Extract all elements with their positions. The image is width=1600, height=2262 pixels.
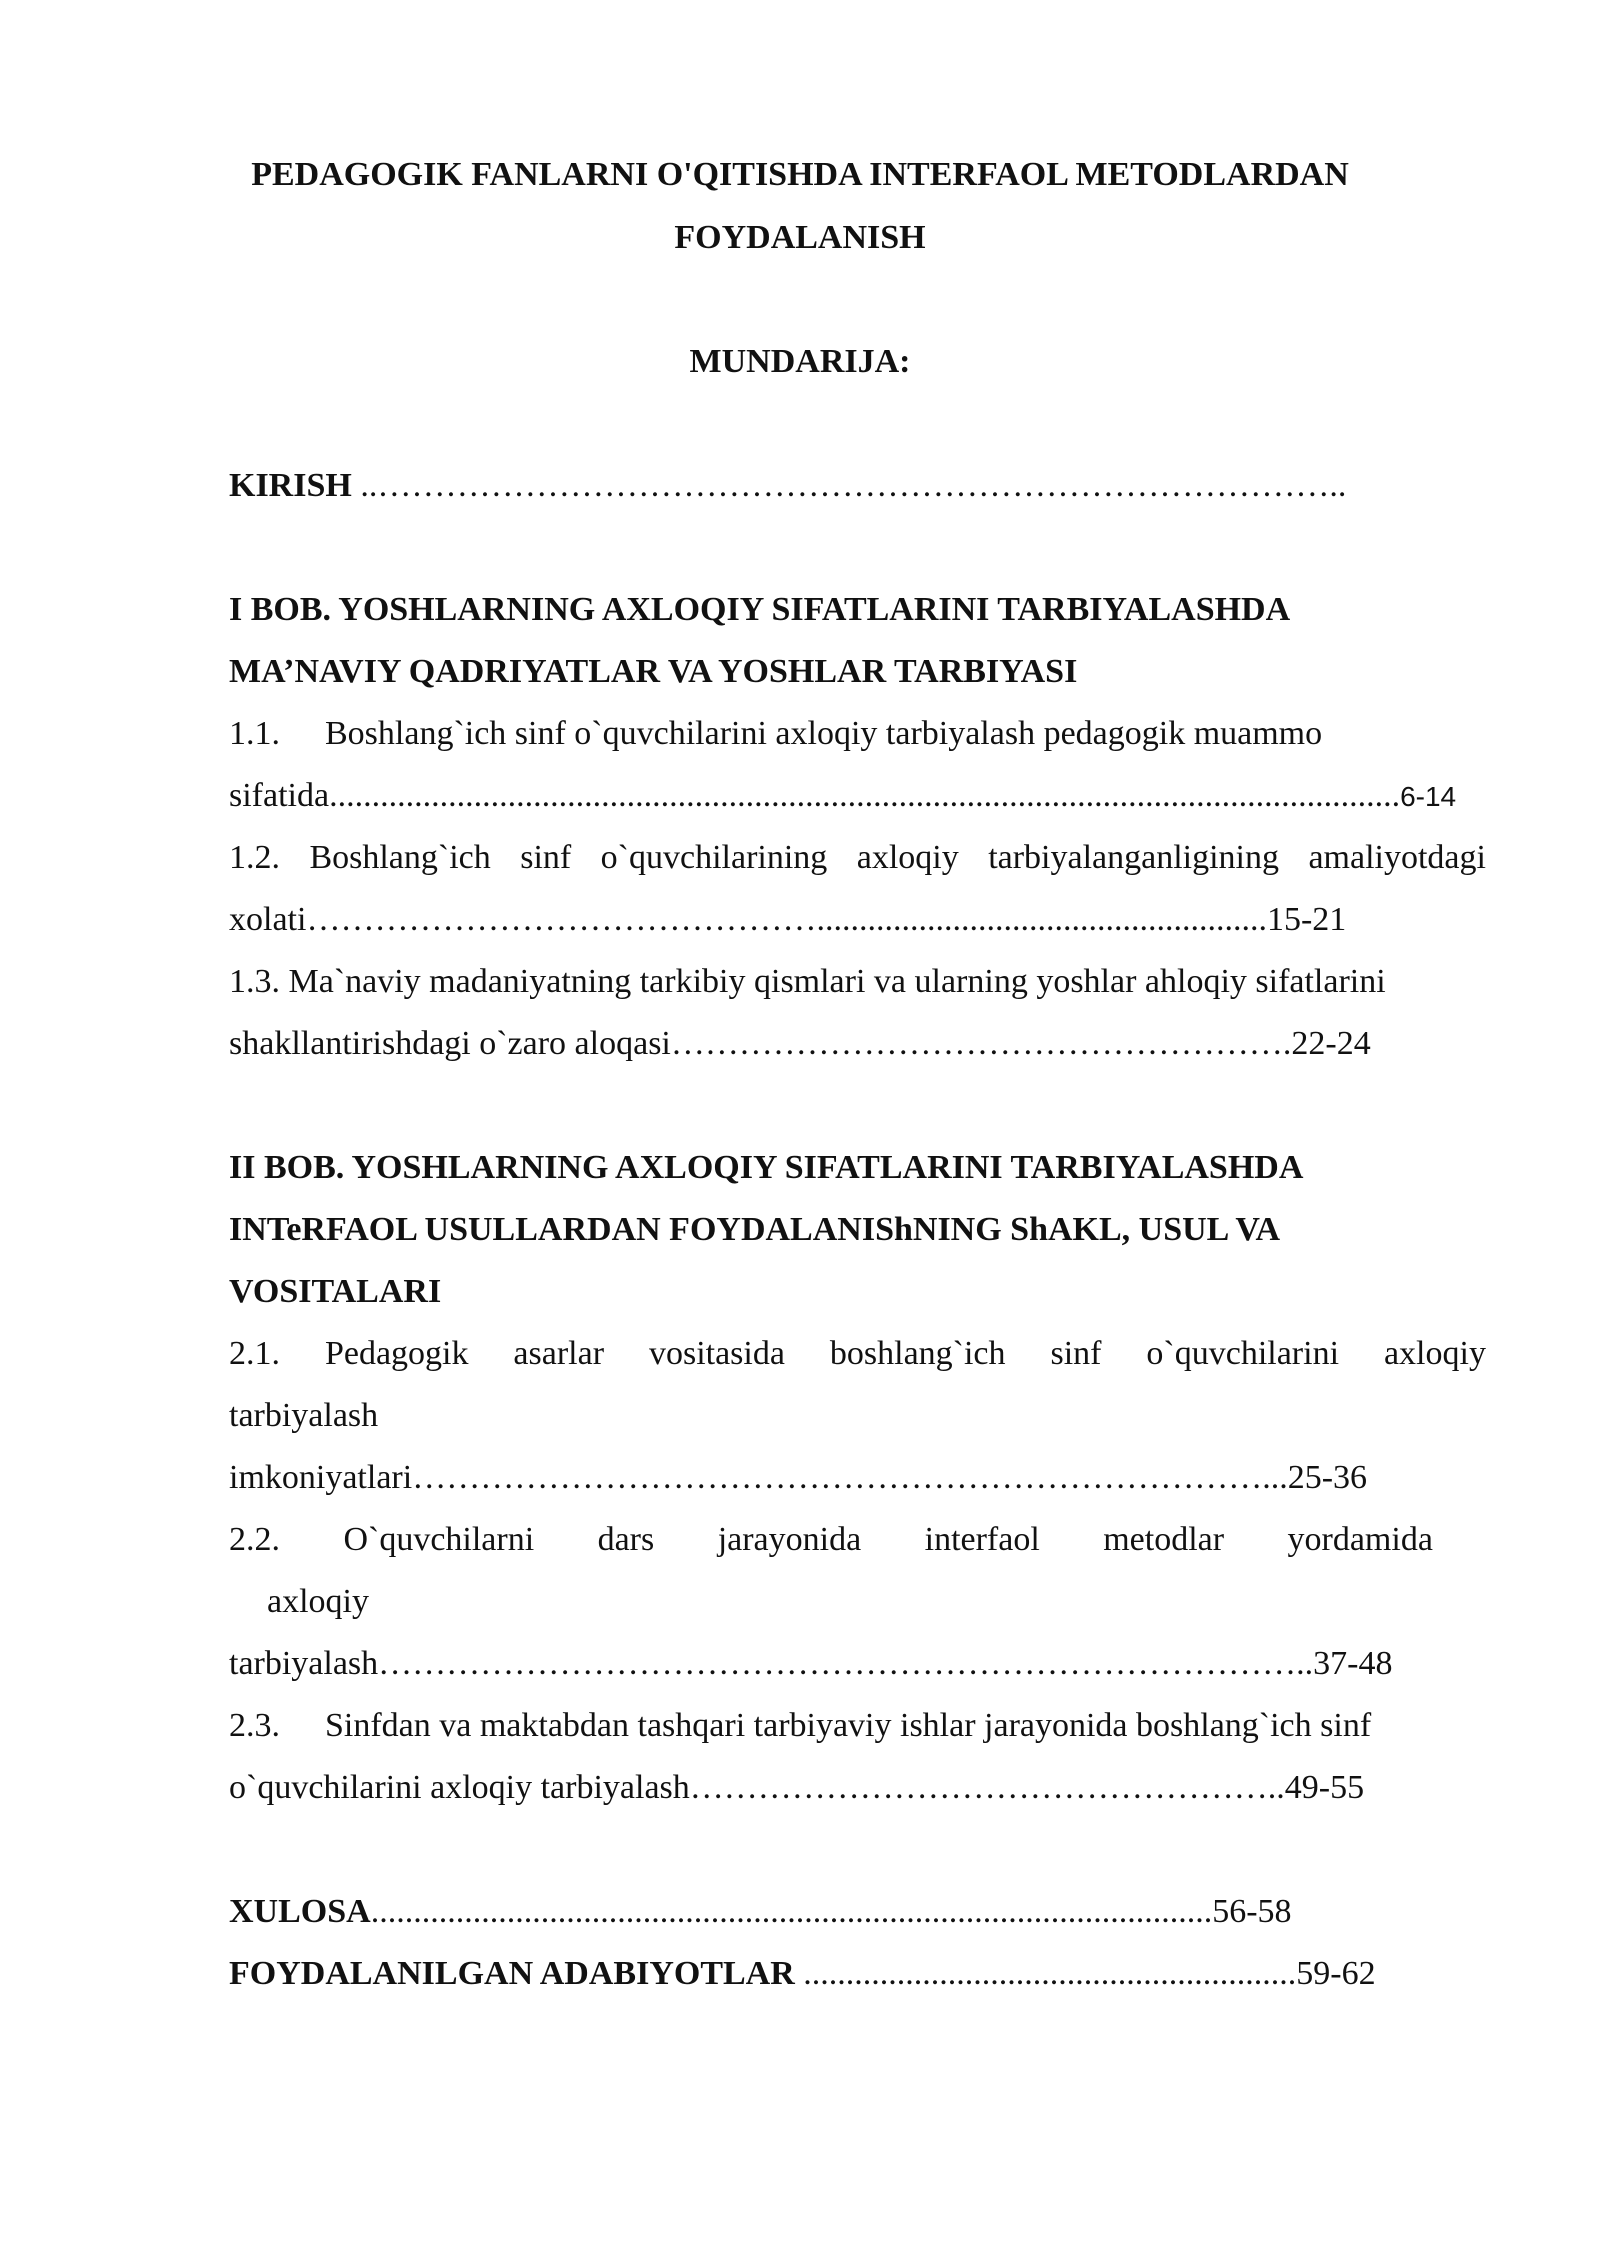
- dot-leader: ..............................................................................................................................: [329, 777, 1401, 814]
- intro-label: KIRISH: [229, 467, 352, 504]
- section-word: sinf: [1050, 1335, 1102, 1372]
- section-word: metodlar: [1103, 1521, 1225, 1558]
- section-text: o`quvchilarini axloqiy tarbiyalash: [229, 1769, 690, 1806]
- section-1-2-line-2: [229, 900, 1346, 940]
- chapter-2-title-line-3: VOSITALARI: [229, 1273, 442, 1310]
- section-2-2-line-2: axloqiy: [267, 1583, 369, 1620]
- page-range: 6-14: [1400, 781, 1457, 812]
- section-word: interfaol: [924, 1521, 1040, 1558]
- dot-leader: ……………………………………….....................................................: [306, 901, 1267, 938]
- section-1-3-line-2: [229, 1024, 1371, 1064]
- document-title-line-2: FOYDALANISH: [674, 219, 926, 256]
- section-word: Boshlang`ich: [309, 839, 491, 876]
- section-word: tarbiyalanganligining: [988, 839, 1279, 876]
- page-range: 25-36: [1287, 1459, 1368, 1496]
- dot-leader: ……………………………………………….: [670, 1025, 1292, 1062]
- dot-leader: …………………………………………………………………...: [412, 1459, 1288, 1496]
- section-text: Boshlang`ich sinf o`quvchilarini axloqiy tarbiyalash pedagogik muammo: [325, 715, 1323, 752]
- section-text: Ma`naviy madaniyatning tarkibiy qismlari va ularning yoshlar ahloqiy sifatlarini: [288, 963, 1386, 1000]
- page-range: 49-55: [1284, 1769, 1365, 1806]
- dot-leader: ..........................................................: [794, 1955, 1297, 1992]
- page-range: 59-62: [1296, 1955, 1376, 1992]
- section-text: sifatida: [229, 777, 330, 814]
- section-text: Sinfdan va maktabdan tashqari tarbiyaviy ishlar jarayonida boshlang`ich sinf: [325, 1707, 1372, 1744]
- section-2-3-line-1: [229, 1706, 1371, 1746]
- references-label: FOYDALANILGAN ADABIYOTLAR: [229, 1955, 795, 1992]
- section-text: shakllantirishdagi o`zaro aloqasi: [229, 1025, 671, 1062]
- section-word: amaliyotdagi: [1308, 839, 1486, 876]
- section-1-1-line-2: [229, 776, 1456, 817]
- section-2-1-line-1: [229, 1334, 1486, 1374]
- section-word: o`quvchilarining: [600, 839, 828, 876]
- section-word: sinf: [520, 839, 572, 876]
- chapter-1-title-line-2: MA’NAVIY QADRIYATLAR VA YOSHLAR TARBIYASI: [229, 653, 1078, 690]
- section-word: boshlang`ich: [829, 1335, 1006, 1372]
- toc-entry-conclusion: [229, 1892, 1292, 1932]
- page-range: 22-24: [1291, 1025, 1371, 1062]
- dot-leader: ……………………………………………..: [689, 1769, 1285, 1806]
- chapter-2-title-line-2: INTeRFAOL USULLARDAN FOYDALANIShNING ShAKL, USUL VA: [229, 1211, 1281, 1248]
- page-range: 37-48: [1313, 1645, 1393, 1682]
- section-2-2-line-3: [229, 1644, 1393, 1684]
- section-2-1-line-2: tarbiyalash: [229, 1397, 379, 1434]
- section-word: Pedagogik: [324, 1335, 469, 1372]
- page-range: 56-58: [1212, 1893, 1292, 1930]
- section-text: tarbiyalash: [229, 1645, 379, 1682]
- chapter-1-title-line-1: I BOB. YOSHLARNING AXLOQIY SIFATLARINI TARBIYALASHDA: [229, 591, 1291, 628]
- section-2-3-line-2: [229, 1768, 1364, 1808]
- section-word: asarlar: [513, 1335, 605, 1372]
- section-text: xolati: [229, 901, 307, 938]
- section-number: 1.2.: [229, 839, 280, 876]
- section-1-3-line-1: [229, 962, 1386, 1002]
- section-number: 2.3.: [229, 1707, 280, 1744]
- section-text: imkoniyatlari: [229, 1459, 413, 1496]
- section-number: 1.3.: [229, 963, 280, 1000]
- section-1-2-line-1: [229, 838, 1486, 878]
- section-word: yordamida: [1287, 1521, 1433, 1558]
- section-word: dars: [597, 1521, 655, 1558]
- toc-entry-intro: [229, 466, 1346, 506]
- section-number: 1.1.: [229, 715, 280, 752]
- dot-leader: ...................................................................................................: [370, 1893, 1213, 1930]
- section-word: O`quvchilarni: [343, 1521, 535, 1558]
- section-number: 2.1.: [229, 1335, 280, 1372]
- section-1-1-line-1: [229, 714, 1322, 754]
- section-word: axloqiy: [856, 839, 959, 876]
- section-2-1-line-3: [229, 1458, 1367, 1498]
- chapter-2-title-line-1: II BOB. YOSHLARNING AXLOQIY SIFATLARINI TARBIYALASHDA: [229, 1149, 1304, 1186]
- section-word: vositasida: [648, 1335, 785, 1372]
- toc-entry-references: [229, 1954, 1376, 1994]
- contents-heading: MUNDARIJA:: [689, 343, 911, 380]
- section-2-2-line-1: [229, 1520, 1433, 1560]
- section-word: jarayonida: [717, 1521, 862, 1558]
- page-range: 15-21: [1266, 901, 1347, 938]
- section-word: axloqiy: [1383, 1335, 1486, 1372]
- section-word: o`quvchilarini: [1146, 1335, 1340, 1372]
- intro-leader: ..…………………………………………………………………………..: [351, 467, 1347, 504]
- dot-leader: ………………………………………………………………………..: [378, 1645, 1314, 1682]
- conclusion-label: XULOSA: [229, 1893, 371, 1930]
- document-title-line-1: PEDAGOGIK FANLARNI O'QITISHDA INTERFAOL METODLARDAN: [251, 156, 1349, 193]
- section-number: 2.2.: [229, 1521, 280, 1558]
